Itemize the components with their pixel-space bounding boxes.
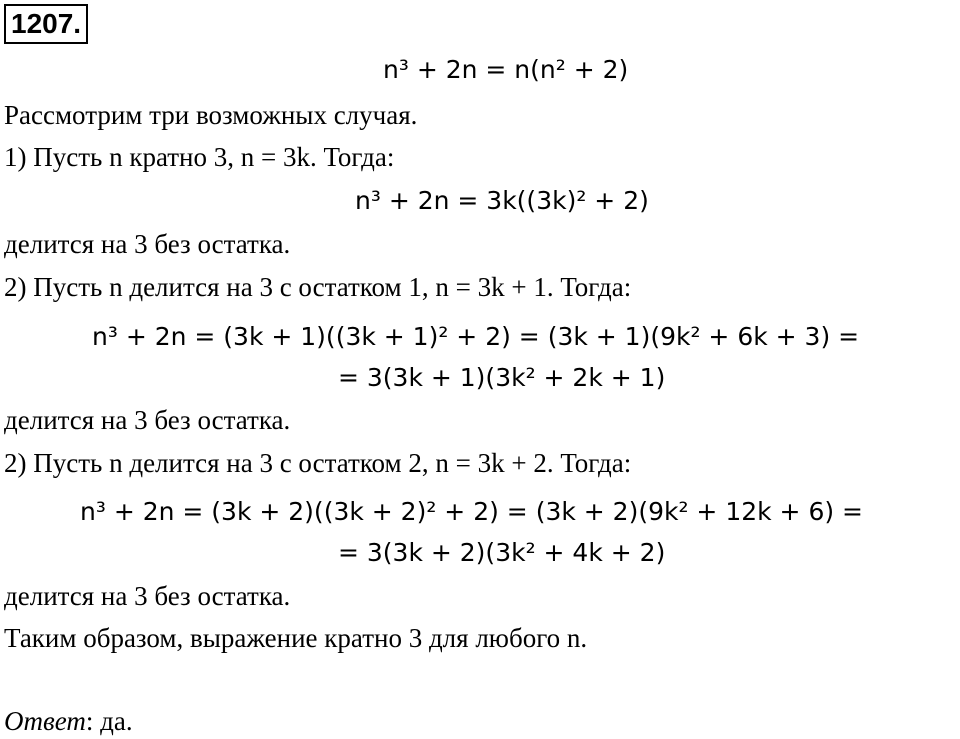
equation-case3-line1: n³ + 2n = (3k + 2)((3k + 2)² + 2) = (3k + 2)(9k² + 12k + 6) = bbox=[80, 497, 864, 526]
answer-label: Ответ bbox=[4, 706, 86, 736]
case3-text: 2) Пусть n делится на 3 с остатком 2, n = 3k + 2. Тогда: bbox=[4, 448, 632, 478]
answer-value: : да. bbox=[85, 706, 133, 736]
equation-case1: n³ + 2n = 3k((3k)² + 2) bbox=[355, 186, 649, 215]
problem-number: 1207. bbox=[4, 4, 88, 44]
equation-case2-line2: = 3(3k + 1)(3k² + 2k + 1) bbox=[338, 363, 666, 392]
case1-conclusion: делится на 3 без остатка. bbox=[4, 229, 291, 259]
final-conclusion: Таким образом, выражение кратно 3 для любого n. bbox=[4, 623, 588, 653]
case3-conclusion: делится на 3 без остатка. bbox=[4, 581, 291, 611]
case1-text: 1) Пусть n кратно 3, n = 3k. Тогда: bbox=[4, 142, 395, 172]
case2-conclusion: делится на 3 без остатка. bbox=[4, 405, 291, 435]
intro-text: Рассмотрим три возможных случая. bbox=[4, 100, 418, 130]
answer-line bbox=[4, 704, 133, 738]
equation-case3-line2: = 3(3k + 2)(3k² + 4k + 2) bbox=[338, 538, 666, 567]
equation-case2-line1: n³ + 2n = (3k + 1)((3k + 1)² + 2) = (3k + 1)(9k² + 6k + 3) = bbox=[92, 322, 860, 351]
equation-main: n³ + 2n = n(n² + 2) bbox=[383, 55, 629, 84]
case2-text: 2) Пусть n делится на 3 с остатком 1, n = 3k + 1. Тогда: bbox=[4, 272, 632, 302]
